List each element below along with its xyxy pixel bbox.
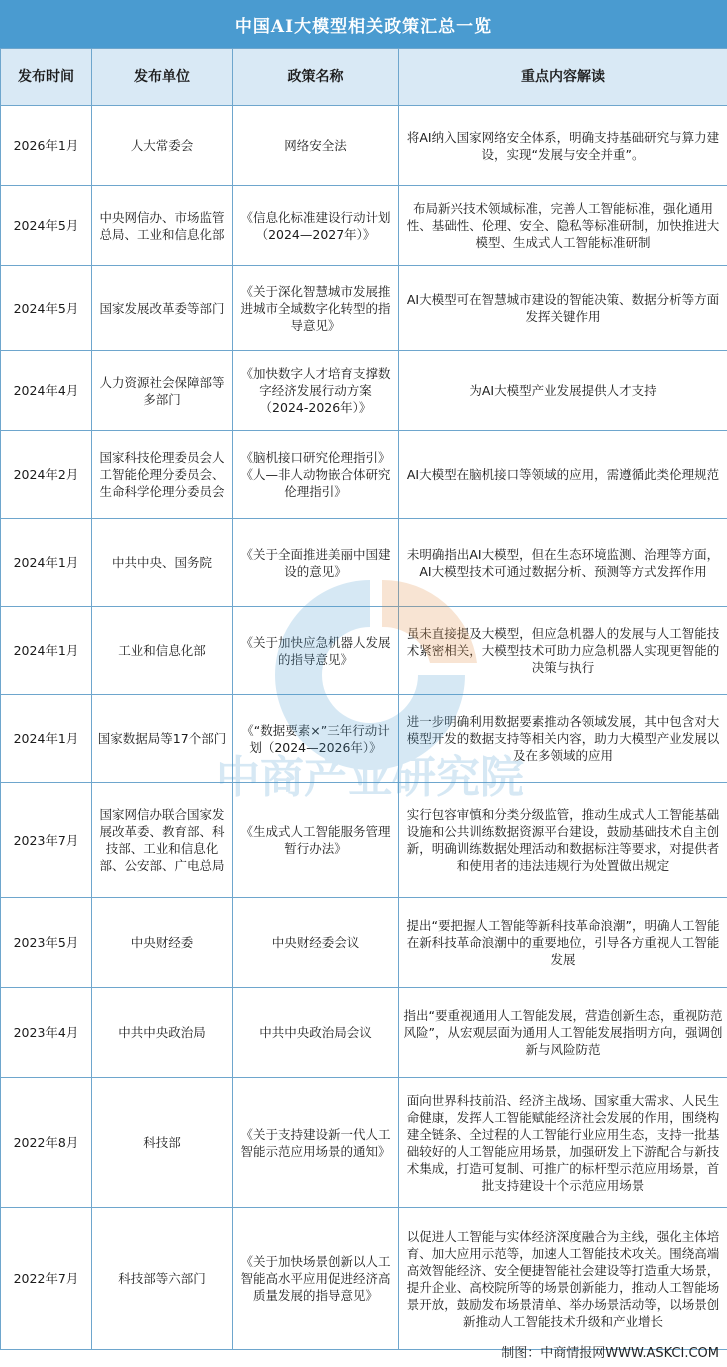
- cell-date: 2023年4月: [1, 988, 92, 1078]
- table-header-row: [1, 49, 727, 106]
- cell-date: 2024年2月: [1, 431, 92, 519]
- cell-policy-name: 《加快数字人才培育支撑数字经济发展行动方案（2024-2026年）》: [233, 351, 399, 431]
- cell-content: 为AI大模型产业发展提供人才支持: [399, 351, 727, 431]
- cell-content: 指出“要重视通用人工智能发展，营造创新生态，重视防范风险”，从宏观层面为通用人工智能发展指明方向，强调创新与风险防范: [399, 988, 727, 1078]
- page-title-text: 中国AI大模型相关政策汇总一览: [234, 16, 493, 37]
- cell-date: 2023年5月: [1, 898, 92, 988]
- cell-date: 2024年1月: [1, 607, 92, 695]
- cell-org: 中央网信办、市场监管总局、工业和信息化部: [92, 186, 233, 266]
- cell-content: 未明确指出AI大模型，但在生态环境监测、治理等方面，AI大模型技术可通过数据分析、预测等方式发挥作用: [399, 519, 727, 607]
- col-header-name: 政策名称: [233, 49, 399, 106]
- cell-org: 国家网信办联合国家发展改革委、教育部、科技部、工业和信息化部、公安部、广电总局: [92, 783, 233, 898]
- cell-policy-name: 《脑机接口研究伦理指引》《人—非人动物嵌合体研究伦理指引》: [233, 431, 399, 519]
- cell-org: 中共中央、国务院: [92, 519, 233, 607]
- cell-content: AI大模型可在智慧城市建设的智能决策、数据分析等方面发挥关键作用: [399, 266, 727, 351]
- cell-content: AI大模型在脑机接口等领域的应用，需遵循此类伦理规范: [399, 431, 727, 519]
- watermark-text: 中商产业研究院: [216, 752, 524, 803]
- cell-date: 2022年7月: [1, 1208, 92, 1350]
- page-title: [0, 0, 727, 48]
- table-row: [1, 783, 727, 898]
- cell-policy-name: 中央财经委会议: [233, 898, 399, 988]
- table-row: [1, 1208, 727, 1350]
- table-row: [1, 607, 727, 695]
- cell-date: 2024年1月: [1, 519, 92, 607]
- table-row: [1, 695, 727, 783]
- table-row: [1, 431, 727, 519]
- cell-org: 人大常委会: [92, 106, 233, 186]
- footer-credit-text: 制图：中商情报网WWW.ASKCI.COM: [501, 1345, 719, 1361]
- cell-policy-name: 《“数据要素×”三年行动计划（2024—2026年）》: [233, 695, 399, 783]
- cell-org: 工业和信息化部: [92, 607, 233, 695]
- footer-credit: [0, 1335, 727, 1367]
- cell-org: 中央财经委: [92, 898, 233, 988]
- cell-date: 2024年1月: [1, 695, 92, 783]
- cell-content: 将AI纳入国家网络安全体系，明确支持基础研究与算力建设，实现“发展与安全并重”。: [399, 106, 727, 186]
- cell-policy-name: 《信息化标准建设行动计划（2024—2027年）》: [233, 186, 399, 266]
- cell-policy-name: 《关于支持建设新一代人工智能示范应用场景的通知》: [233, 1078, 399, 1208]
- table-row: [1, 351, 727, 431]
- table-row: [1, 266, 727, 351]
- cell-policy-name: 《关于全面推进美丽中国建设的意见》: [233, 519, 399, 607]
- col-header-content: 重点内容解读: [399, 49, 727, 106]
- cell-content: 提出“要把握人工智能等新科技革命浪潮”，明确人工智能在新科技革命浪潮中的重要地位，引导各方重视人工智能发展: [399, 898, 727, 988]
- cell-policy-name: 《关于加快场景创新以人工智能高水平应用促进经济高质量发展的指导意见》: [233, 1208, 399, 1350]
- cell-policy-name: 《关于加快应急机器人发展的指导意见》: [233, 607, 399, 695]
- cell-content: 进一步明确利用数据要素推动各领域发展，其中包含对大模型开发的数据支持等相关内容，助力大模型产业发展以及在多领域的应用: [399, 695, 727, 783]
- cell-content: 实行包容审慎和分类分级监管，推动生成式人工智能基础设施和公共训练数据资源平台建设，鼓励基础技术自主创新，明确训练数据处理活动和数据标注等要求，对提供者和使用者的违法违规行为处置做出规定: [399, 783, 727, 898]
- table-row: [1, 1078, 727, 1208]
- cell-org: 人力资源社会保障部等多部门: [92, 351, 233, 431]
- cell-policy-name: 网络安全法: [233, 106, 399, 186]
- cell-content: 以促进人工智能与实体经济深度融合为主线，强化主体培育、加大应用示范等，加速人工智能技术攻关。围绕高端高效智能经济、安全便捷智能社会建设等打造重大场景，提升企业、高校院所等的场景创新能力，推动人工智能场景开放，鼓励发布场景清单、举办场景活动等，以场景创新推动人工智能技术升级和产业增长: [399, 1208, 727, 1350]
- table-row: [1, 106, 727, 186]
- cell-org: 国家数据局等17个部门: [92, 695, 233, 783]
- cell-date: 2024年4月: [1, 351, 92, 431]
- cell-org: 科技部: [92, 1078, 233, 1208]
- table-row: [1, 898, 727, 988]
- table-row: [1, 519, 727, 607]
- cell-org: 国家发展改革委等部门: [92, 266, 233, 351]
- table-row: [1, 186, 727, 266]
- cell-content: 虽未直接提及大模型，但应急机器人的发展与人工智能技术紧密相关，大模型技术可助力应急机器人实现更智能的决策与执行: [399, 607, 727, 695]
- cell-content: 面向世界科技前沿、经济主战场、国家重大需求、人民生命健康，发挥人工智能赋能经济社会发展的作用，围绕构建全链条、全过程的人工智能行业应用生态，支持一批基础较好的人工智能应用场景，加强研发上下游配合与新技术集成，打造可复制、可推广的标杆型示范应用场景，首批支持建设十个示范应用场景: [399, 1078, 727, 1208]
- col-header-date: 发布时间: [1, 49, 92, 106]
- table-row: [1, 988, 727, 1078]
- cell-org: 科技部等六部门: [92, 1208, 233, 1350]
- cell-date: 2024年5月: [1, 266, 92, 351]
- cell-policy-name: 《生成式人工智能服务管理暂行办法》: [233, 783, 399, 898]
- cell-date: 2024年5月: [1, 186, 92, 266]
- cell-date: 2026年1月: [1, 106, 92, 186]
- cell-content: 布局新兴技术领域标准，完善人工智能标准，强化通用性、基础性、伦理、安全、隐私等标准研制，加快推进大模型、生成式人工智能标准研制: [399, 186, 727, 266]
- cell-policy-name: 《关于深化智慧城市发展推进城市全域数字化转型的指导意见》: [233, 266, 399, 351]
- policy-table: [0, 48, 727, 1350]
- cell-date: 2022年8月: [1, 1078, 92, 1208]
- col-header-org: 发布单位: [92, 49, 233, 106]
- cell-policy-name: 中共中央政治局会议: [233, 988, 399, 1078]
- cell-org: 国家科技伦理委员会人工智能伦理分委员会、生命科学伦理分委员会: [92, 431, 233, 519]
- cell-date: 2023年7月: [1, 783, 92, 898]
- cell-org: 中共中央政治局: [92, 988, 233, 1078]
